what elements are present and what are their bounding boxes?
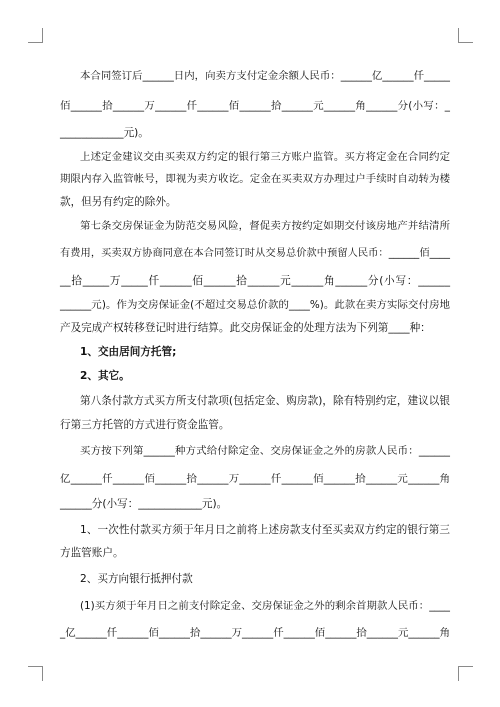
text-line: 期限内存入监管帐号，即视为卖方收讫。定金在买卖双方办理过户手续时自动转为楼 (60, 173, 450, 185)
text-line: 第八条付款方式买方所支付款项(包括定金、购房款)，除有特别约定，建议以银 (80, 395, 450, 407)
text-line: 款，但另有约定的除外。 (60, 196, 177, 208)
text-line: __拾_____万_____仟______佰______拾______元______角______分(小写：______ (60, 275, 450, 287)
text-line: ______分(小写：____________元)。 (60, 498, 228, 510)
list-item: 2、其它。 (80, 370, 130, 382)
text-line: 产及完成产权转移登记时进行结算。此交房保证金的处理方法为下列第____种： (60, 322, 431, 334)
list-item: 1、交由居间方托管; (80, 346, 177, 358)
text-line: 亿______仟______佰______拾______万______仟______佰______拾______元______角 (60, 473, 450, 485)
text-line: 行第三方托管的方式进行资金监管。 (60, 419, 230, 431)
text-line: ____________元)。 (60, 127, 149, 139)
text-line: _亿______仟______佰______拾______万______仟______佰______拾______元______角 (60, 627, 450, 639)
text-line: 第七条交房保证金为防范交易风险，督促卖方按约定如期交付该房地产并结清所 (80, 220, 450, 232)
text-line: 佰______拾______万______仟______佰______拾______元______角______分(小写：_ (60, 100, 450, 112)
crop-mark-top-right (458, 28, 473, 43)
text-line: (1)买方须于年月日之前支付除定金、交房保证金之外的剩余首期款人民币：____ (80, 600, 450, 612)
crop-mark-bottom-right (458, 666, 473, 681)
text-line: 买方按下列第______种方式给付除定金、交房保证金之外的房款人民币：______ (80, 445, 450, 457)
text-line: 上述定金建议交由买卖双方约定的银行第三方账户监管。买方将定金在合同约定 (80, 151, 450, 163)
text-line: 1、一次性付款买方须于年月日之前将上述房款支付至买卖双方约定的银行第三 (80, 524, 450, 536)
text-line: 有费用，买卖双方协商同意在本合同签订时从交易总价款中预留人民币：______佰____ (60, 248, 450, 259)
crop-mark-bottom-left (28, 666, 43, 681)
text-line: 本合同签订后______日内，向卖方支付定金余额人民币：______亿______仟_____ (80, 70, 450, 82)
text-line: ______元)。作为交房保证金(不超过交易总价款的____%)。此款在卖方实际交付房地 (60, 299, 450, 311)
text-line: 2、买方向银行抵押付款 (80, 573, 193, 585)
crop-mark-top-left (28, 28, 43, 43)
text-line: 方监管账户。 (60, 547, 124, 559)
